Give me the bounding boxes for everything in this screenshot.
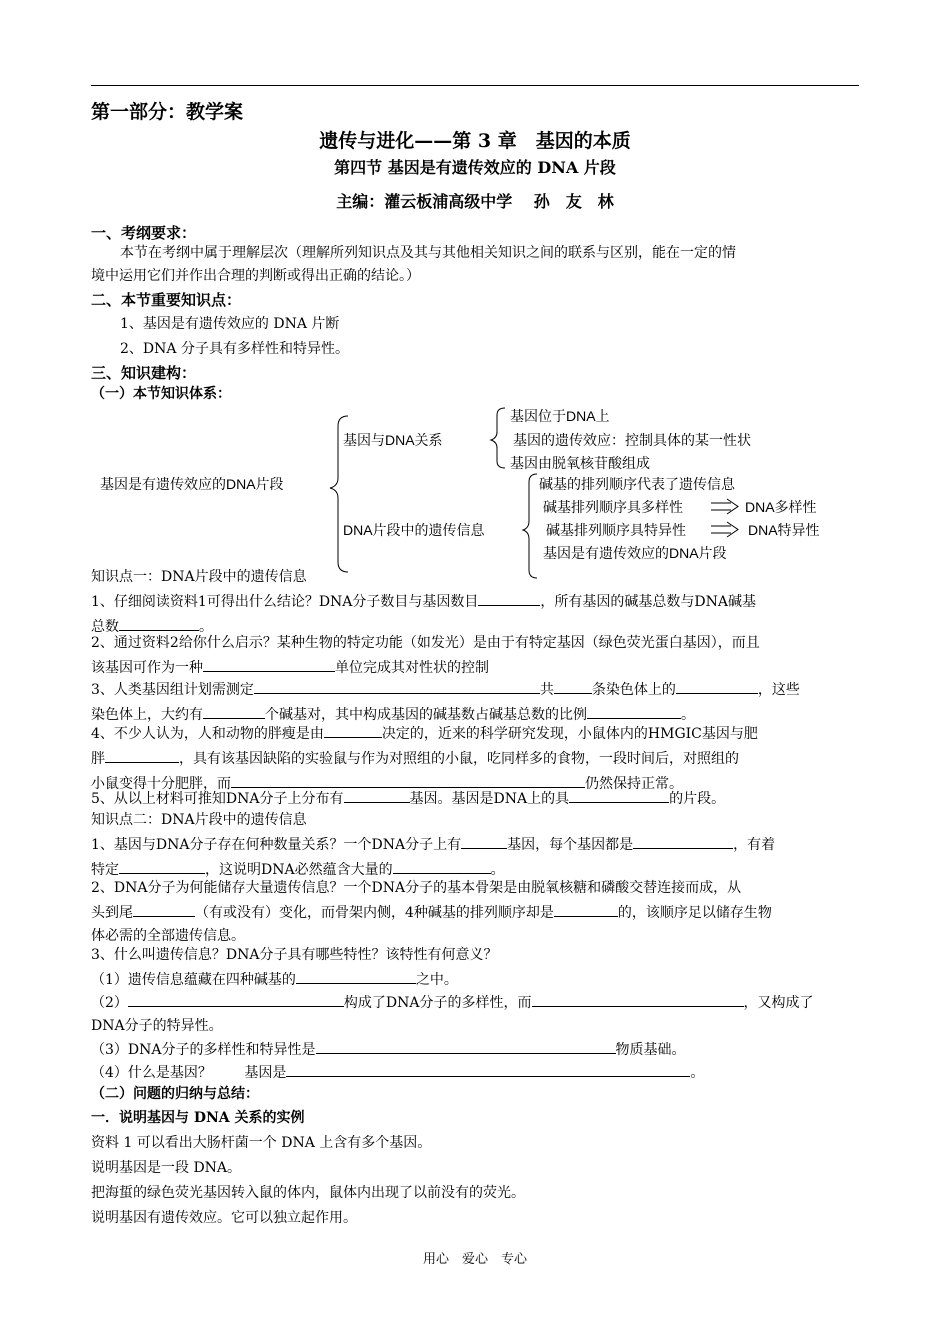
blank[interactable] <box>587 702 681 719</box>
branch1-item-1: 基因位于DNA上 <box>510 408 610 424</box>
branch2-item-4: 基因是有遗传效应的DNA片段 <box>543 545 727 561</box>
kp1-q3: 3、人类基因组计划需测定 共 条染色体上的 ，这些 染色体上，大约有 个碱基对，其中构成基因的碱基数占碱基总数的比例 。 <box>91 677 859 727</box>
branch1-brace <box>491 408 505 468</box>
diagram-branch-2: DNA片段中的遗传信息 <box>343 522 485 538</box>
kp2-q2: 2、DNA分子为何能储存大量遗传信息？一个DNA分子的基本骨架是由脱氧核糖和磷酸交替连接而成，从 头到尾 （有或没有）变化，而骨架内侧，4种碱基的排列顺序却是 的，该顺序足以储存生物 体必需的全部遗传信息。 <box>91 880 772 944</box>
page-footer: 用心 爱心 专心 <box>422 1252 527 1267</box>
summary-heading-1: 一．说明基因与 DNA 关系的实例 <box>91 1110 305 1126</box>
blank[interactable] <box>554 900 618 917</box>
kp2-q3: 3、什么叫遗传信息？DNA分子具有哪些特性？该特性有何意义？ <box>91 947 498 963</box>
blank[interactable] <box>461 832 507 849</box>
diagram-root: 基因是有遗传效应的DNA片段 <box>100 476 284 492</box>
blank[interactable] <box>286 1060 690 1077</box>
section-1-heading: 一、考纲要求： <box>91 224 197 242</box>
kp2-sub-1: （1）遗传信息蕴藏在四种碱基的 之中。 <box>91 967 859 992</box>
s2-item-1: 1、基因是有遗传效应的 DNA 片断 <box>120 316 340 332</box>
blank[interactable] <box>554 677 592 694</box>
kp2-sub-2: （2） 构成了DNA分子的多样性，而 ，又构成了 DNA分子的特异性。 <box>91 990 859 1038</box>
diagram-branch-1: 基因与DNA关系 <box>343 432 443 448</box>
subsection-1-heading: （一）本节知识体系： <box>91 386 231 402</box>
branch2-brace <box>523 474 537 578</box>
blank[interactable] <box>316 1037 616 1054</box>
editor-line: 主编：灌云板浦高级中学 孙 友 林 <box>336 192 614 211</box>
s1-line-1: 本节在考纲中属于理解层次（理解所列知识点及其与其他相关知识之间的联系与区别，能在一定的情 <box>120 245 736 261</box>
part-heading: 第一部分：教学案 <box>91 101 244 123</box>
branch2-item-2: 碱基排列顺序具多样性 <box>543 499 683 515</box>
branch2-item-1: 碱基的排列顺序代表了遗传信息 <box>539 476 735 492</box>
summary-line-1: 资料 1 可以看出大肠杆菌一个 DNA 上含有多个基因。 <box>91 1135 432 1151</box>
chapter-title: 遗传与进化——第 3 章 基因的本质 <box>319 130 631 152</box>
s2-item-2: 2、DNA 分子具有多样性和特异性。 <box>120 341 349 357</box>
subsection-2-heading: （二）问题的归纳与总结： <box>91 1086 259 1102</box>
branch1-item-3: 基因由脱氧核苷酸组成 <box>510 455 650 471</box>
s1-line-2: 境中运用它们并作出合理的判断或得出正确的结论。） <box>91 268 420 284</box>
blank[interactable] <box>633 832 733 849</box>
blank[interactable] <box>133 900 195 917</box>
blank[interactable] <box>203 655 335 672</box>
blank[interactable] <box>532 990 744 1007</box>
branch1-item-2: 基因的遗传效应：控制具体的某一性状 <box>513 432 751 448</box>
kp1-title: 知识点一：DNA片段中的遗传信息 <box>91 569 307 585</box>
branch2-item-2-result: DNA多样性 <box>745 499 817 515</box>
summary-line-3: 把海蜇的绿色荧光基因转入鼠的体内，鼠体内出现了以前没有的荧光。 <box>91 1185 525 1201</box>
summary-line-4: 说明基因有遗传效应。它可以独立起作用。 <box>91 1210 357 1226</box>
blank[interactable] <box>119 614 199 631</box>
branch2-item-3: 碱基排列顺序具特异性 <box>546 522 686 538</box>
kp2-title: 知识点二：DNA片段中的遗传信息 <box>91 812 307 828</box>
blank[interactable] <box>254 677 540 694</box>
blank[interactable] <box>105 746 179 763</box>
section-3-heading: 三、知识建构： <box>91 364 197 382</box>
kp1-q2: 2、通过资料2给你什么启示？某种生物的特定功能（如发光）是由于有特定基因（绿色荧光蛋白基因），而且 该基因可作为一种 单位完成其对性状的控制 <box>91 635 760 676</box>
section-2-heading: 二、本节重要知识点： <box>91 291 242 309</box>
blank[interactable] <box>128 990 344 1007</box>
blank[interactable] <box>324 721 382 738</box>
blank[interactable] <box>569 786 669 803</box>
kp1-q5: 5、从以上材料可推知DNA分子上分布有 基因。基因是DNA上的具 的片段。 <box>91 786 859 811</box>
summary-line-2: 说明基因是一段 DNA。 <box>91 1160 242 1176</box>
double-arrow-2 <box>711 522 738 537</box>
header-rule <box>91 85 859 86</box>
blank[interactable] <box>203 702 265 719</box>
blank[interactable] <box>676 677 758 694</box>
kp1-q4: 4、不少人认为，人和动物的胖瘦是由 决定的，近来的科学研究发现，小鼠体内的HMGIC基因与肥 胖 ，具有该基因缺陷的实验鼠与作为对照组的小鼠，吃同样多的食物，一段时间后，对照组的 小鼠变得十分肥胖，而 仍然保持正常。 <box>91 721 859 796</box>
kp2-sub-3: （3）DNA分子的多样性和特异性是 物质基础。 <box>91 1037 859 1062</box>
kp2-q1: 1、基因与DNA分子存在何种数量关系？一个DNA分子上有 基因，每个基因都是 ，有着 特定 ，这说明DNA必然蕴含大量的 。 <box>91 832 859 882</box>
branch2-item-3-result: DNA特异性 <box>748 522 820 538</box>
kp1-q1: 1、仔细阅读资料1可得出什么结论？DNA分子数目与基因数目 ，所有基因的碱基总数与DNA碱基 总数 。 <box>91 589 859 639</box>
blank[interactable] <box>478 589 540 606</box>
kp2-sub-4: （4）什么是基因？ 基因是 。 <box>91 1060 859 1085</box>
blank[interactable] <box>393 857 491 874</box>
blank[interactable] <box>119 857 205 874</box>
blank[interactable] <box>344 786 410 803</box>
double-arrow-1 <box>711 499 738 514</box>
blank[interactable] <box>296 967 416 984</box>
section-subtitle: 第四节 基因是有遗传效应的 DNA 片段 <box>334 158 616 177</box>
